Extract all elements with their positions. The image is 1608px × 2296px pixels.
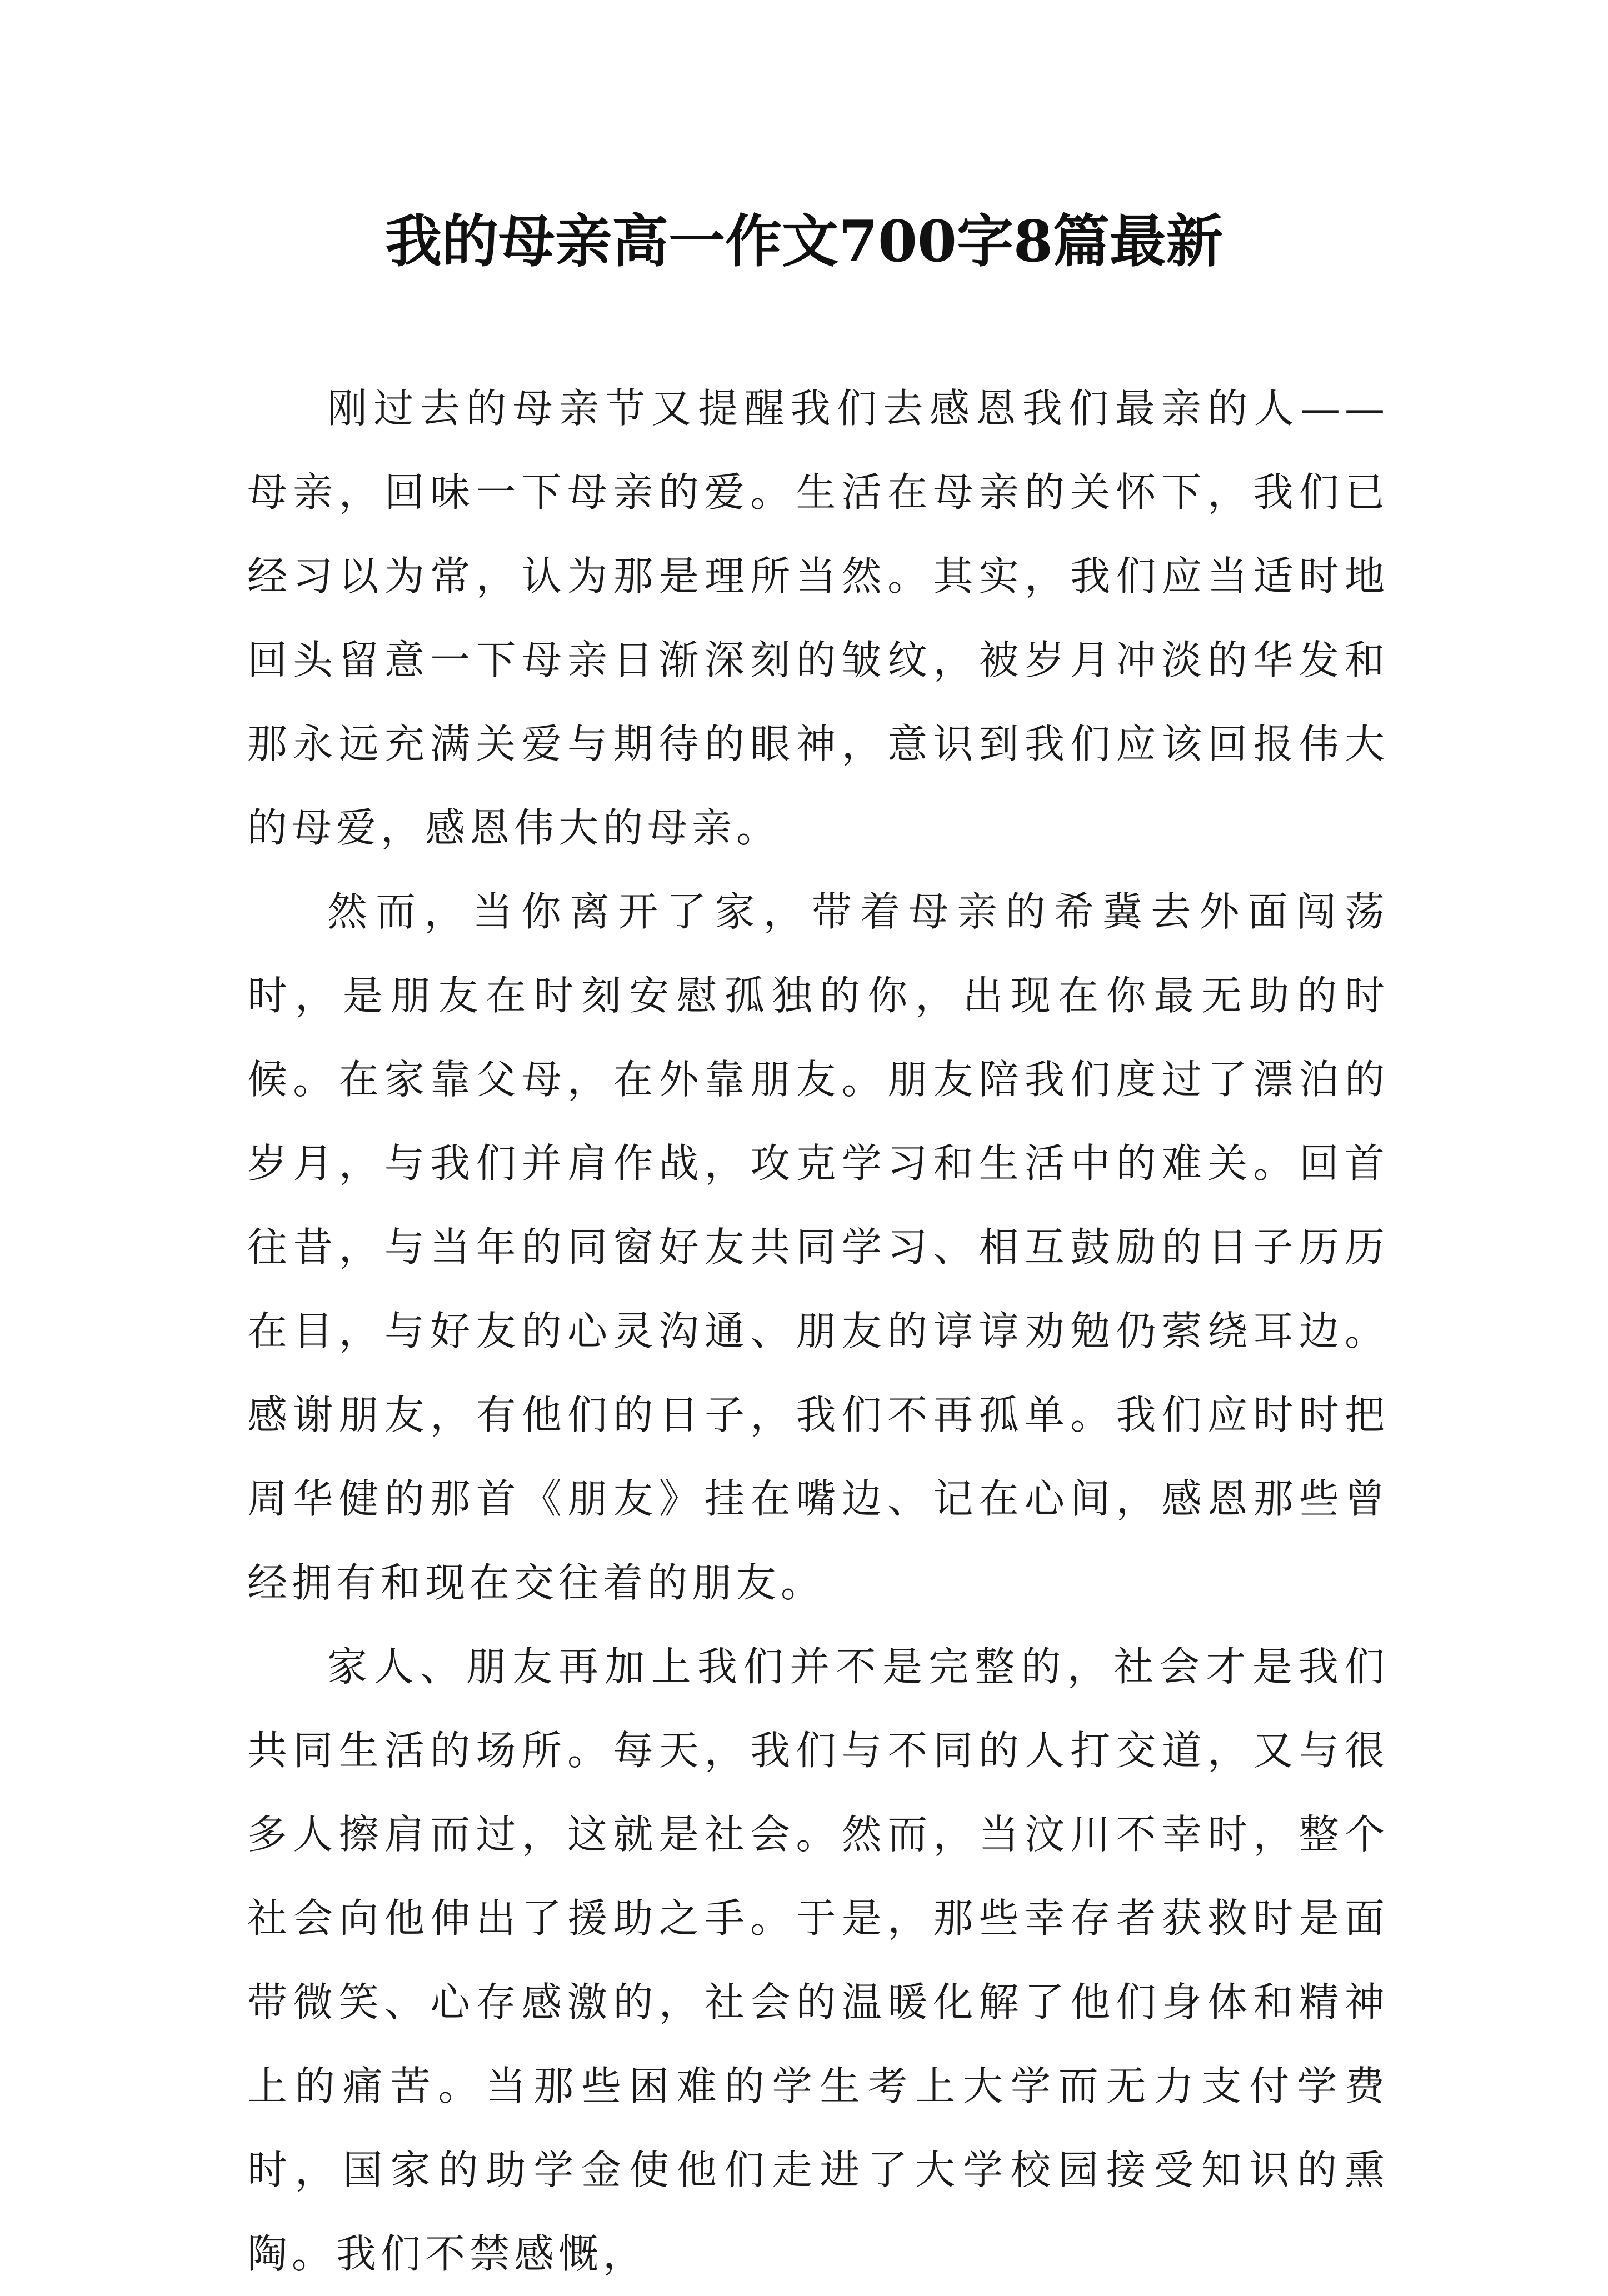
paragraph-1: 刚过去的母亲节又提醒我们去感恩我们最亲的人——母亲，回味一下母亲的爱。生活在母亲的关怀下，我们已经习以为常，认为那是理所当然。其实，我们应当适时地回头留意一下母亲日渐深刻的皱纹，被岁月冲淡的华发和那永远充满关爱与期待的眼神，意识到我们应该回报伟大的母爱，感恩伟大的母亲。 <box>247 385 1389 851</box>
paragraph-3: 家人、朋友再加上我们并不是完整的，社会才是我们共同生活的场所。每天，我们与不同的人打交道，又与很多人擦肩而过，这就是社会。然而，当汶川不幸时，整个社会向他伸出了援助之手。于是，那些幸存者获救时是面带微笑、心存感激的，社会的温暖化解了他们身体和精神上的痛苦。当那些困难的学生考上大学而无力支付学费时，国家的助学金使他们走进了大学校园接受知识的熏陶。我们不禁感慨， <box>247 1643 1389 2277</box>
document-title: 我的母亲高一作文700字8篇最新 <box>385 208 1223 275</box>
paragraph-2: 然而，当你离开了家，带着母亲的希冀去外面闯荡时，是朋友在时刻安慰孤独的你，出现在你最无助的时候。在家靠父母，在外靠朋友。朋友陪我们度过了漂泊的岁月，与我们并肩作战，攻克学习和生活中的难关。回首往昔，与当年的同窗好友共同学习、相互鼓励的日子历历在目，与好友的心灵沟通、朋友的谆谆劝勉仍萦绕耳边。感谢朋友，有他们的日子，我们不再孤单。我们应时时把周华健的那首《朋友》挂在嘴边、记在心间，感恩那些曾经拥有和现在交往着的朋友。 <box>247 888 1389 1606</box>
document-body <box>247 367 1389 2296</box>
